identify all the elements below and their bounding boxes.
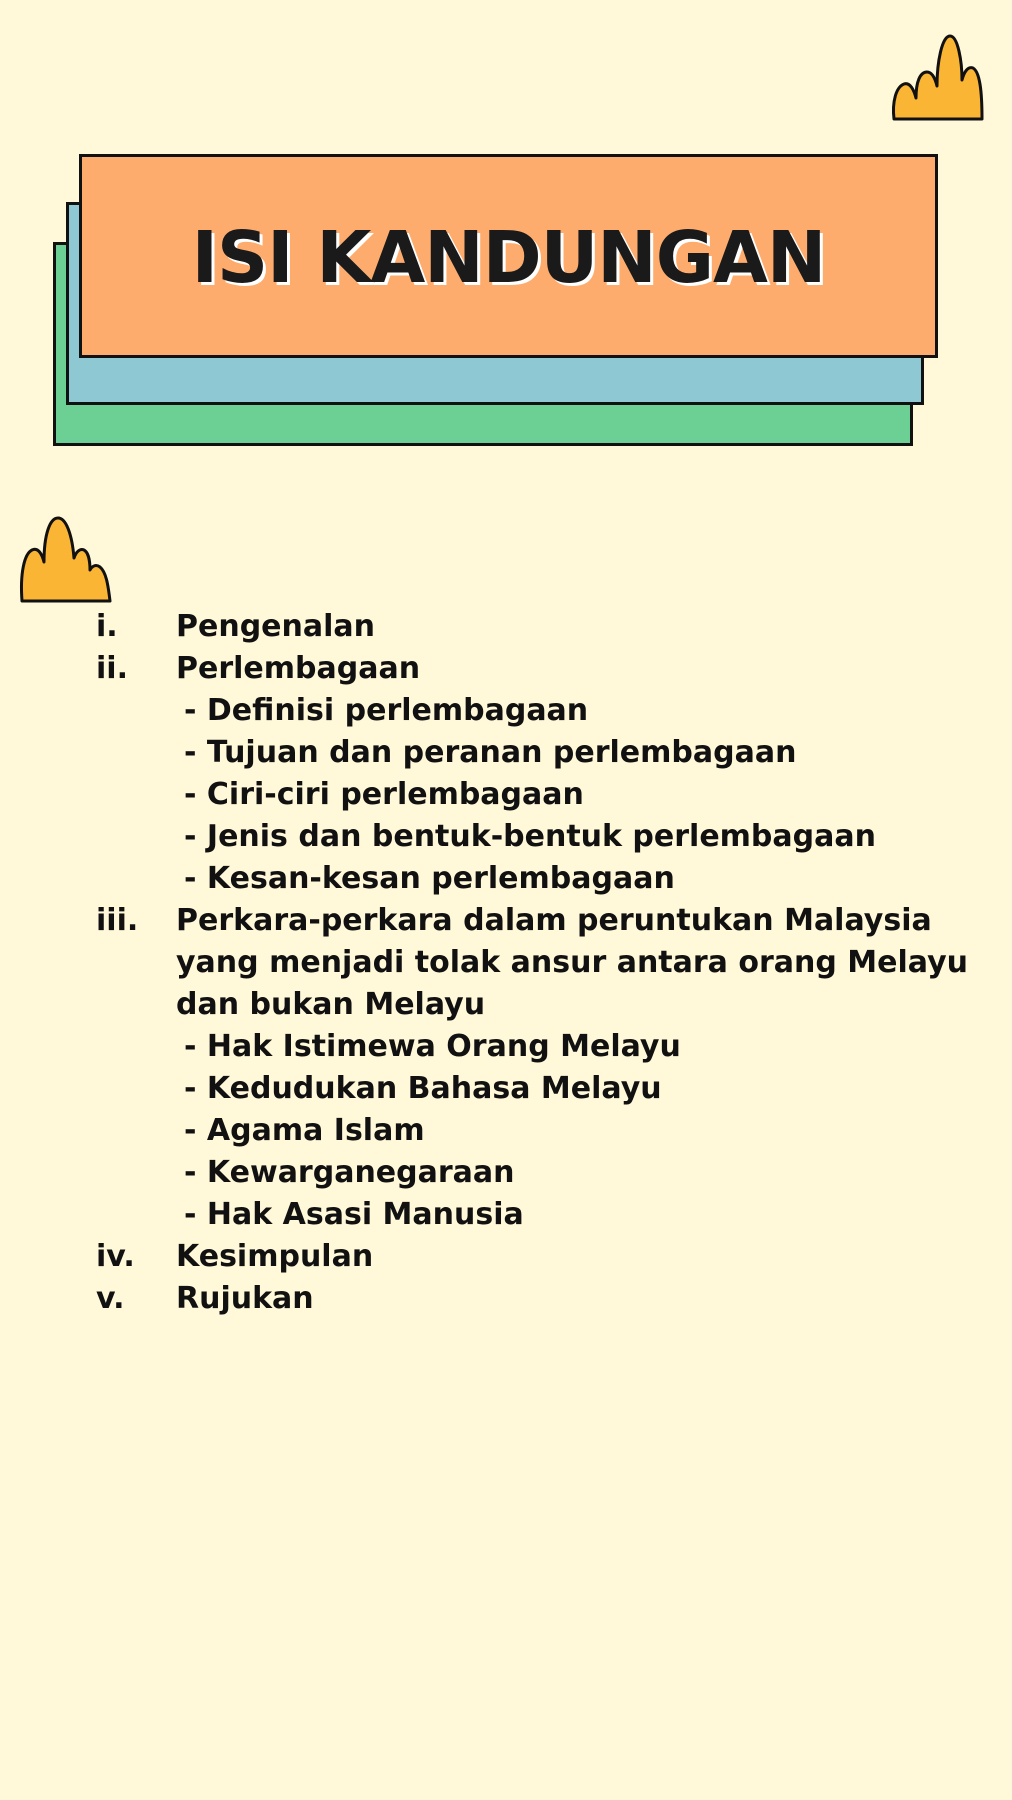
toc-subitem: - Hak Asasi Manusia	[176, 1194, 976, 1236]
toc-subitem: - Kewarganegaraan	[176, 1152, 976, 1194]
plant-decoration-icon	[890, 32, 986, 122]
toc-item-kesimpulan	[96, 1236, 976, 1278]
toc-subitem: - Definisi perlembagaan	[176, 690, 976, 732]
toc-subitem: - Kesan-kesan perlembagaan	[176, 858, 976, 900]
toc-label: Perkara-perkara dalam peruntukan Malaysia yang menjadi tolak ansur antara orang Melayu dan bukan Melayu	[176, 903, 969, 1022]
toc-item-perlembagaan	[96, 648, 976, 900]
toc-numeral: v.	[96, 1281, 125, 1316]
toc-numeral: iii.	[96, 903, 139, 938]
toc-sublist	[176, 1026, 976, 1236]
toc-label: Perlembagaan	[176, 651, 421, 686]
table-of-contents	[96, 606, 976, 1320]
toc-subitem: - Hak Istimewa Orang Melayu	[176, 1026, 976, 1068]
title-card-front	[79, 154, 938, 358]
page-title: ISI KANDUNGAN	[191, 215, 826, 299]
toc-label: Rujukan	[176, 1281, 314, 1316]
toc-subitem: - Kedudukan Bahasa Melayu	[176, 1068, 976, 1110]
toc-subitem: - Ciri-ciri perlembagaan	[176, 774, 976, 816]
toc-item-rujukan	[96, 1278, 976, 1320]
toc-subitem: - Tujuan dan peranan perlembagaan	[176, 732, 976, 774]
title-banner	[0, 0, 1012, 460]
toc-numeral: i.	[96, 609, 118, 644]
plant-decoration-icon	[18, 514, 114, 604]
toc-item-pengenalan	[96, 606, 976, 648]
toc-sublist	[176, 690, 976, 900]
toc-subitem: - Jenis dan bentuk-bentuk perlembagaan	[176, 816, 976, 858]
toc-label: Pengenalan	[176, 609, 375, 644]
toc-label: Kesimpulan	[176, 1239, 374, 1274]
toc-item-perkara	[96, 900, 976, 1236]
toc-numeral: ii.	[96, 651, 128, 686]
toc-subitem: - Agama Islam	[176, 1110, 976, 1152]
toc-numeral: iv.	[96, 1239, 135, 1274]
